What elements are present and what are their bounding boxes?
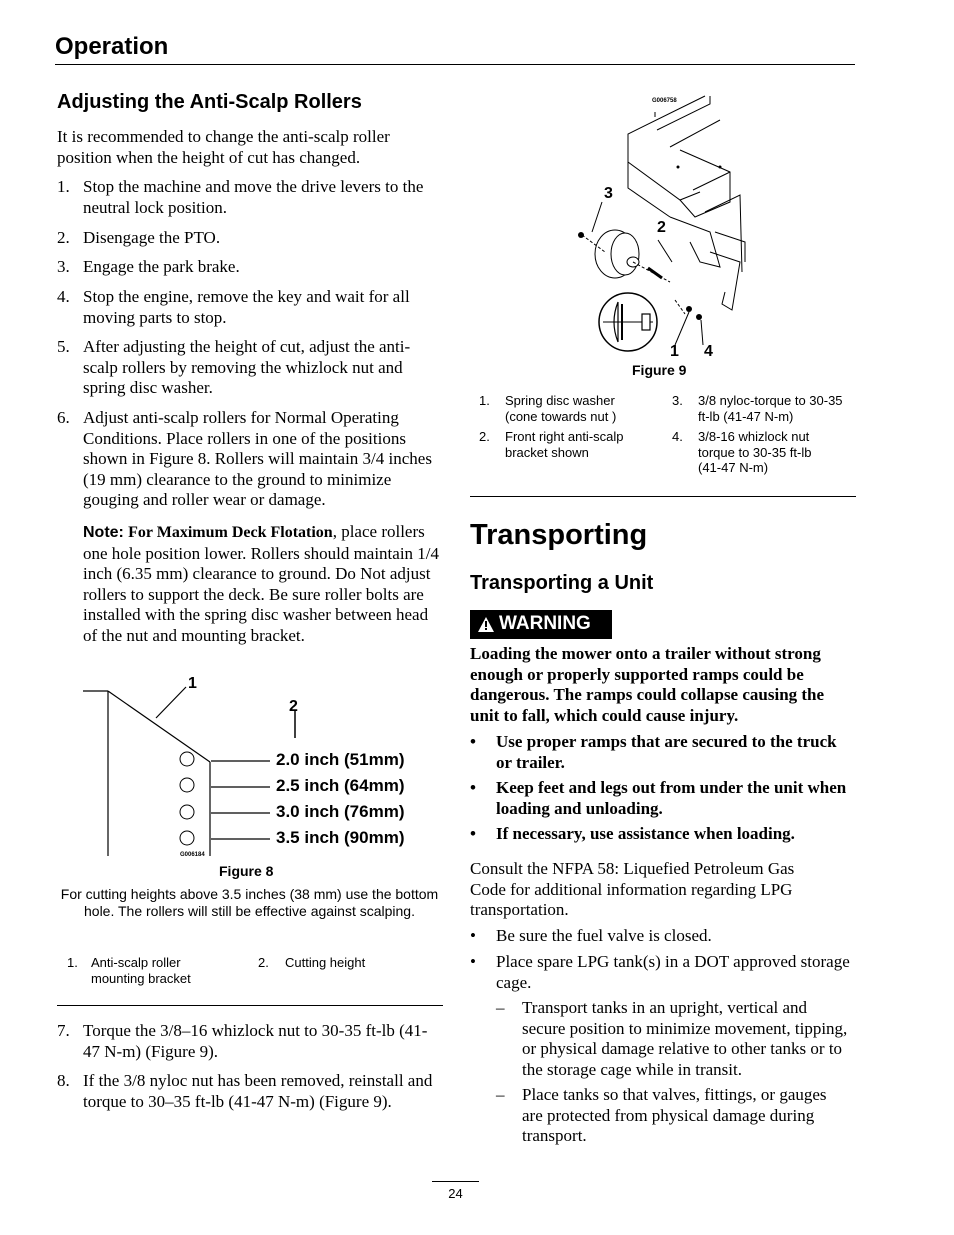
legend-text: 3/8 nyloc-torque to 30-35 ft-lb (41-47 N-m) — [698, 393, 843, 424]
step-text: Stop the engine, remove the key and wait for all moving parts to stop. — [83, 287, 410, 327]
roller-hole-4 — [180, 831, 194, 845]
roller-hole-3 — [180, 805, 194, 819]
figure-8-callout-2: 2 — [289, 698, 298, 715]
transport-dash-2 — [496, 1085, 850, 1147]
bullet-text: Use proper ramps that are secured to the truck or trailer. — [496, 732, 837, 772]
warning-bullet-1 — [470, 732, 850, 773]
step-text: Stop the machine and move the drive levers to the neutral lock position. — [83, 177, 424, 217]
figure-8-note: For cutting heights above 3.5 inches (38 mm) use the bottom hole. The rollers will still be effective against scalping. — [60, 886, 439, 919]
dash-marker: – — [496, 998, 505, 1017]
step-text: Adjust anti-scalp rollers for Normal Operating Conditions. Place rollers in one of the positions shown in Figure 8. Rollers will maintain 3/4 inches (19 mm) clearance to the ground to minimize gouging and roller wear or damage. — [83, 408, 432, 509]
step-4 — [57, 287, 442, 328]
bullet-marker: • — [470, 778, 476, 797]
figure-9-callout-3: 3 — [604, 185, 613, 202]
warning-bullet-3 — [470, 824, 850, 845]
callout-1-leader — [156, 687, 186, 718]
figure-8-caption: Figure 8 — [219, 863, 274, 879]
step-3 — [57, 257, 442, 278]
legend-text: Anti-scalp roller mounting bracket — [91, 955, 191, 986]
bullet-text: Keep feet and legs out from under the unit when loading and unloading. — [496, 778, 847, 818]
consult-text: Consult the NFPA 58: Liquefied Petroleum Gas Code for additional information regarding LPG transportation. — [470, 859, 795, 919]
transporting-subheading: Transporting a Unit — [470, 572, 654, 594]
page-number: 24 — [448, 1186, 463, 1201]
figure-9-caption: Figure 9 — [632, 362, 687, 378]
figure-9-legend-2 — [479, 429, 659, 460]
step-number: 8. — [57, 1071, 70, 1090]
warning-bullet-2 — [470, 778, 850, 819]
note-text: , place rollers one hole position lower. Rollers should maintain 1/4 inch (6.35 mm) clearance to ground. Do Not adjust rollers to support the deck. Be sure roller bolts are installed with the spring disc washer between head of the nut and mounting bracket. — [83, 522, 440, 645]
bullet-text: Place spare LPG tank(s) in a DOT approved storage cage. — [496, 952, 850, 992]
anti-scalp-intro: It is recommended to change the anti-scalp roller position when the height of cut has changed. — [57, 127, 390, 167]
figure-9-callout-1: 1 — [670, 343, 679, 360]
warning-text: Loading the mower onto a trailer without strong enough or properly supported ramps could be dangerous. The ramps could collapse causing the unit to fall, which could cause injury. — [470, 644, 825, 725]
step-number: 2. — [57, 228, 70, 247]
step-number: 4. — [57, 287, 70, 306]
note-label: Note: — [83, 524, 124, 541]
spring-disc-washer — [686, 306, 692, 312]
figure-8-code: G006184 — [180, 852, 205, 858]
legend-number: 4. — [672, 429, 683, 444]
dash-text: Place tanks so that valves, fittings, or gauges are protected from physical damage during transport. — [522, 1085, 827, 1145]
note-bold-lead: For Maximum Deck Flotation — [128, 524, 333, 541]
transport-bullet-2 — [470, 952, 850, 993]
transporting-heading: Transporting — [470, 519, 648, 551]
page-number-rule — [432, 1181, 479, 1182]
step-6 — [57, 408, 442, 511]
figure-9-rule — [470, 496, 856, 497]
step-text: Torque the 3/8–16 whizlock nut to 30-35 ft-lb (41-47 N-m) (Figure 9). — [83, 1021, 428, 1061]
height-label-3: 3.0 inch (76mm) — [276, 802, 405, 821]
header-rule — [55, 64, 855, 65]
step-text: If the 3/8 nyloc nut has been removed, reinstall and torque to 30–35 ft-lb (41-47 N-m) (Figure 9). — [83, 1071, 433, 1111]
transport-bullet-1 — [470, 926, 850, 947]
step-1 — [57, 177, 442, 218]
section-title: Operation — [55, 33, 169, 60]
figure-9-legend-1 — [479, 393, 659, 424]
legend-number: 2. — [258, 955, 269, 970]
figure-9-callout-4: 4 — [704, 343, 713, 360]
step-text: After adjusting the height of cut, adjust the anti-scalp rollers by removing the whizlock nut and spring disc washer. — [83, 337, 411, 397]
height-label-4: 3.5 inch (90mm) — [276, 828, 405, 847]
nyloc-nut — [578, 232, 584, 238]
step-number: 3. — [57, 257, 70, 276]
step-number: 6. — [57, 408, 70, 427]
figure-9-legend-3 — [672, 393, 852, 424]
figure-8-legend-2 — [258, 955, 428, 971]
warning-badge — [470, 610, 612, 639]
step-7 — [57, 1021, 442, 1062]
step-5 — [57, 337, 442, 399]
legend-number: 1. — [479, 393, 490, 408]
figure-9-diagram — [570, 92, 770, 362]
anti-scalp-heading: Adjusting the Anti-Scalp Rollers — [57, 91, 362, 113]
bullet-marker: • — [470, 952, 476, 971]
figure-8-legend-1 — [67, 955, 237, 986]
bullet-text: Be sure the fuel valve is closed. — [496, 926, 712, 945]
legend-text: Cutting height — [285, 955, 366, 970]
step-number: 7. — [57, 1021, 70, 1040]
whizlock-nut — [696, 314, 702, 320]
legend-number: 1. — [67, 955, 78, 970]
warning-triangle-icon — [478, 617, 494, 632]
step-text: Engage the park brake. — [83, 257, 240, 276]
legend-number: 2. — [479, 429, 490, 444]
bullet-marker: • — [470, 732, 476, 751]
bullet-marker: • — [470, 926, 476, 945]
legend-text: 3/8-16 whizlock nut torque to 30-35 ft-lb (41-47 N-m) — [698, 429, 812, 475]
figure-8-callout-1: 1 — [188, 675, 197, 692]
transport-dash-1 — [496, 998, 850, 1080]
roller-hole-2 — [180, 778, 194, 792]
dash-marker: – — [496, 1085, 505, 1104]
legend-text: Spring disc washer (cone towards nut ) — [505, 393, 617, 424]
step-text: Disengage the PTO. — [83, 228, 221, 247]
note-block — [83, 522, 445, 646]
step-number: 5. — [57, 337, 70, 356]
bullet-text: If necessary, use assistance when loading. — [496, 824, 795, 843]
height-label-2: 2.5 inch (64mm) — [276, 776, 405, 795]
height-label-1: 2.0 inch (51mm) — [276, 750, 405, 769]
step-2 — [57, 228, 442, 249]
figure-9-callout-2: 2 — [657, 219, 666, 236]
legend-text: Front right anti-scalp bracket shown — [505, 429, 624, 460]
figure-8-rule — [57, 1005, 443, 1006]
figure-9-legend-4 — [672, 429, 852, 476]
roller-hole-1 — [180, 752, 194, 766]
figure-9-code: G006758 — [652, 98, 677, 104]
step-8 — [57, 1071, 442, 1112]
step-number: 1. — [57, 177, 70, 196]
dash-text: Transport tanks in an upright, vertical and secure position to minimize movement, tipping, or physical damage relative to other tanks or to the storage cage while in transit. — [522, 998, 848, 1079]
warning-label: WARNING — [499, 613, 591, 634]
legend-number: 3. — [672, 393, 683, 408]
bullet-marker: • — [470, 824, 476, 843]
bracket-slope-edge — [108, 691, 210, 762]
